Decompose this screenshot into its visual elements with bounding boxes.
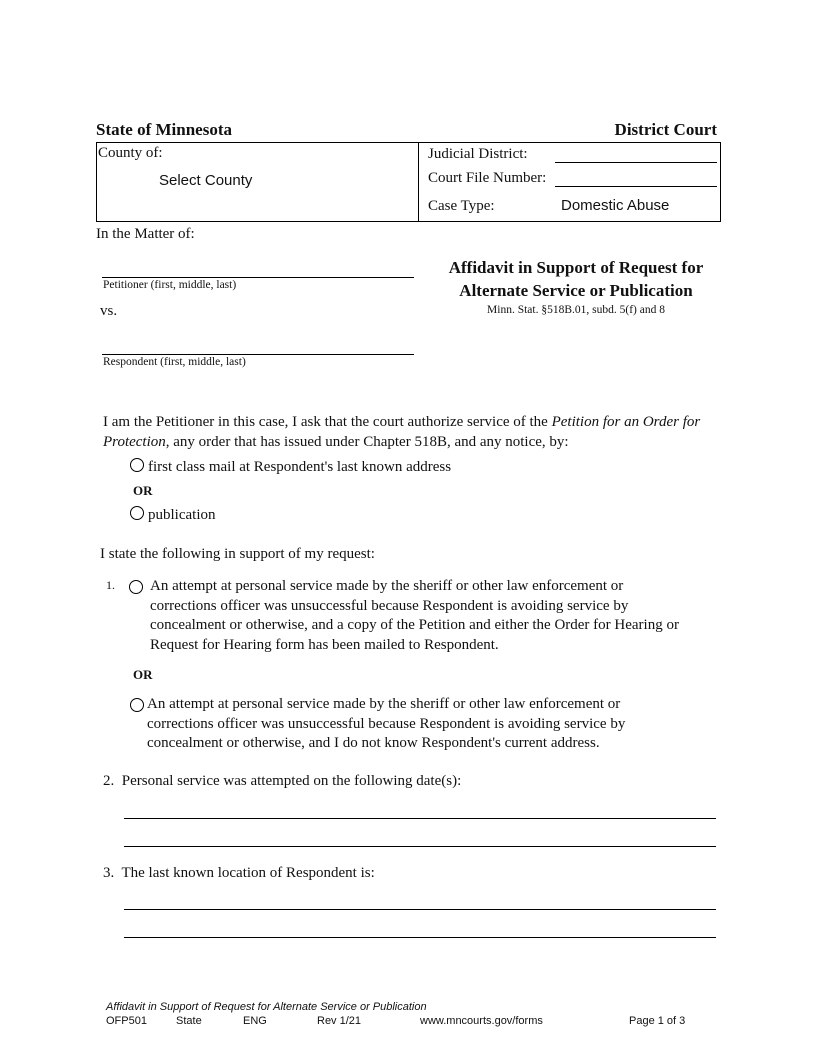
court-file-field[interactable] [555, 186, 717, 187]
date-field-2[interactable] [124, 846, 716, 847]
item1-number: 1. [106, 578, 115, 592]
judicial-district-label: Judicial District: [428, 146, 528, 162]
intro-text-end: , any order that has issued under Chapter 518B, and any notice, by: [165, 434, 569, 450]
petition-title: Petition for an Order for Protection [103, 414, 701, 450]
respondent-label: Respondent (first, middle, last) [103, 356, 246, 368]
footer-page: Page 1 of 3 [629, 1015, 686, 1027]
form-title-line1: Affidavit in Support of Request for [448, 258, 704, 277]
judicial-district-field[interactable] [555, 162, 717, 163]
location-field-2[interactable] [124, 937, 716, 938]
item1-option2-radio[interactable] [130, 698, 144, 712]
option-label: publication [148, 507, 216, 523]
option-publication[interactable] [130, 506, 216, 524]
item1-option2-text [147, 695, 625, 754]
footer-code: OFP501 [106, 1015, 147, 1027]
county-select[interactable]: Select County [159, 172, 253, 189]
text-line: An attempt at personal service made by the sheriff or other law enforcement or [147, 696, 621, 712]
footer-rev: Rev 1/21 [317, 1015, 362, 1027]
item1-option1-radio[interactable] [129, 580, 143, 594]
case-type-label: Case Type: [428, 198, 495, 214]
court-heading: District Court [614, 120, 717, 139]
radio-icon[interactable] [130, 458, 144, 472]
case-type-value[interactable]: Domestic Abuse [561, 197, 670, 214]
vs-label: vs. [100, 303, 118, 319]
text-line: corrections officer was unsuccessful because Respondent is avoiding service by [147, 715, 626, 732]
text-line: concealment or otherwise, and I do not know Respondent's current address. [147, 735, 600, 751]
or-label: OR [133, 483, 153, 498]
footer-state: State [176, 1015, 202, 1027]
respondent-field[interactable] [102, 354, 414, 355]
footer-url[interactable]: www.mncourts.gov/forms [420, 1015, 543, 1027]
form-title-line2: Alternate Service or Publication [459, 281, 693, 300]
location-field-1[interactable] [124, 909, 716, 910]
statute-citation: Minn. Stat. §518B.01, subd. 5(f) and 8 [487, 304, 665, 316]
court-file-label: Court File Number: [428, 170, 547, 186]
footer-lang: ENG [243, 1015, 267, 1027]
text-line: An attempt at personal service made by the sheriff or other law enforcement or [150, 578, 624, 594]
option-first-class-mail[interactable] [130, 458, 451, 476]
text-line: corrections officer was unsuccessful because Respondent is avoiding service by [150, 597, 629, 614]
county-label: County of: [98, 145, 163, 161]
support-intro: I state the following in support of my request: [100, 546, 375, 562]
option-label: first class mail at Respondent's last known address [148, 459, 452, 475]
or-label-2: OR [133, 667, 153, 682]
intro-text: I am the Petitioner in this case, I ask that the court authorize service of the [103, 414, 552, 430]
item3-label: 3. The last known location of Respondent is: [103, 865, 375, 881]
text-line: concealment or otherwise, and a copy of the Petition and either the Order for Hearing or [150, 617, 679, 633]
intro-paragraph [103, 412, 723, 452]
footer-title: Affidavit in Support of Request for Alternate Service or Publication [106, 1001, 427, 1013]
radio-icon[interactable] [130, 506, 144, 520]
in-matter-label: In the Matter of: [96, 226, 195, 242]
item2-label: 2. Personal service was attempted on the following date(s): [103, 773, 462, 789]
date-field-1[interactable] [124, 818, 716, 819]
item1-option1-text [150, 577, 679, 655]
text-line: Request for Hearing form has been mailed to Respondent. [150, 636, 499, 653]
petitioner-label: Petitioner (first, middle, last) [103, 279, 237, 291]
state-heading: State of Minnesota [96, 120, 232, 139]
petitioner-field[interactable] [102, 277, 414, 278]
